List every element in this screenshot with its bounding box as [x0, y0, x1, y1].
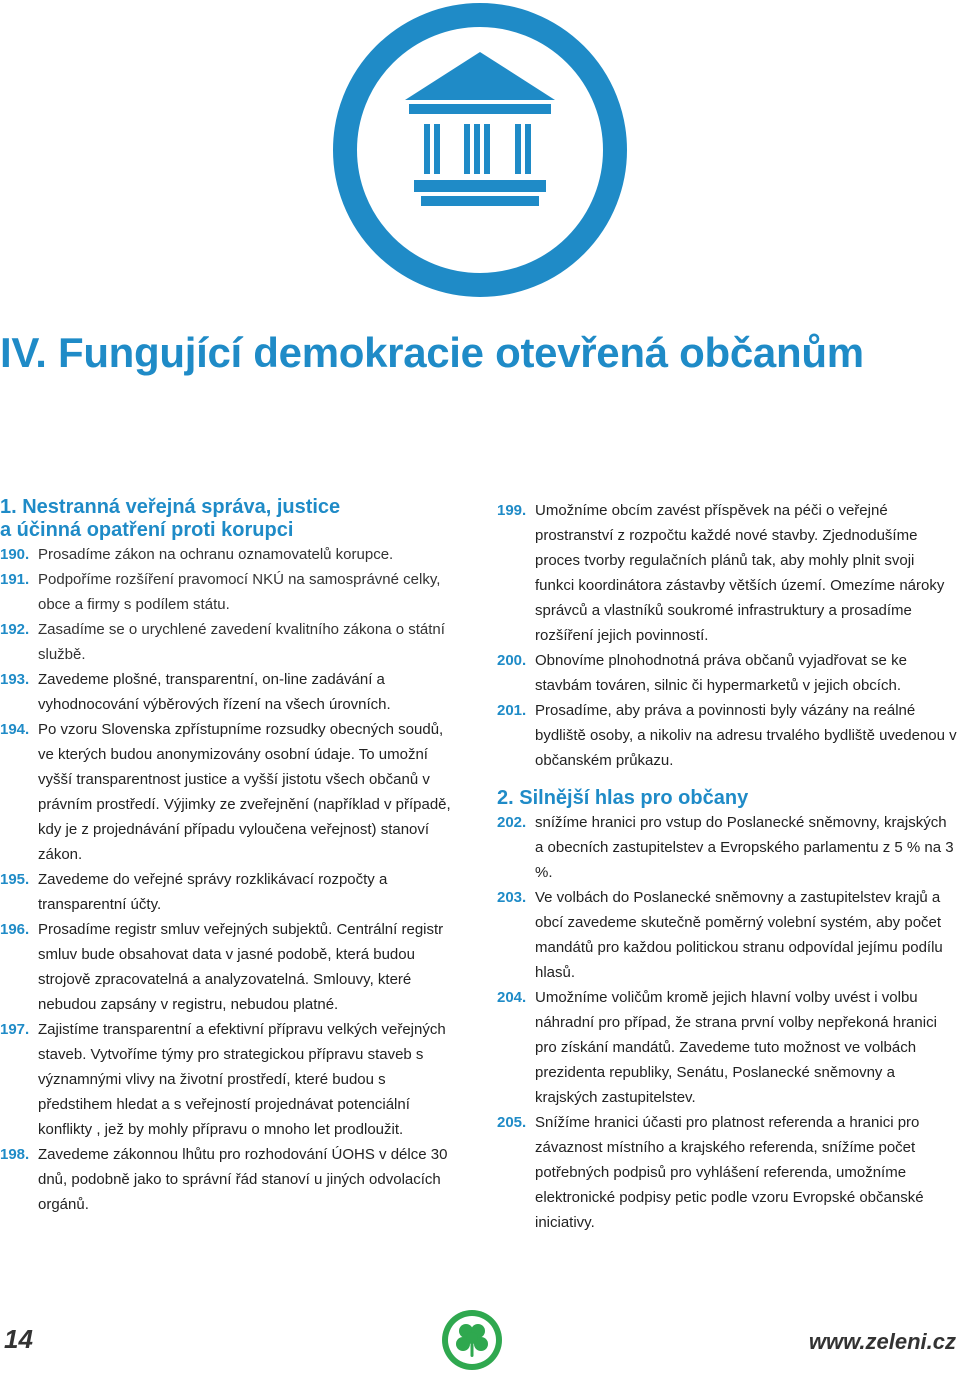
item-number: 190.	[0, 546, 30, 563]
item-number: 204.	[497, 989, 527, 1006]
section-heading-line-1: 1. Nestranná veřejná správa, justice	[0, 496, 341, 518]
website-url[interactable]: www.zeleni.cz	[808, 1329, 956, 1354]
section-heading-2: 2. Silnější hlas pro občany	[497, 787, 749, 809]
list-item-196	[0, 917, 460, 1017]
item-number: 193.	[0, 671, 30, 688]
list-items-left	[0, 542, 460, 1217]
section-heading-1	[0, 496, 460, 542]
item-number: 199.	[497, 502, 527, 519]
list-item-191	[0, 567, 460, 617]
list-item-193	[0, 667, 460, 717]
left-column	[0, 496, 460, 1217]
green-clover-icon	[441, 1309, 503, 1371]
item-text: Prosadíme, aby práva a povinnosti byly vázány na reálné bydliště osoby, a nikoliv na adresu trvalého bydliště uvedenou v občanském průkazu.	[535, 702, 957, 769]
list-item-198	[0, 1142, 460, 1217]
list-item-192	[0, 617, 460, 667]
item-text: Po vzoru Slovenska zpřístupníme rozsudky obecných soudů, ve kterých budou anonymizovány osobní údaje. To umožní vyšší transparentnost justice a vyšší jistotu všech občanů v právním prostředí. Výjimky ze zveřejnění (například v případě, kdy je z projednávání případu vyloučena veřejnost) stanoví zákon.	[38, 721, 451, 863]
list-item-190	[0, 542, 460, 567]
item-text: Ve volbách do Poslanecké sněmovny a zastupitelstev krajů a obcí zavedeme skutečně poměrný volební systém, aby počet mandátů pro každou politickou stranu odpovídal jejímu podílu hlasů.	[535, 889, 943, 981]
item-text: snížíme hranici pro vstup do Poslanecké sněmovny, krajských a obecních zastupitelstev a Evropského parlamentu z 5 % na 3 %.	[535, 814, 954, 881]
page-number: 14	[4, 1324, 33, 1354]
list-item-194	[0, 717, 460, 867]
item-number: 192.	[0, 621, 30, 638]
list-item-202	[497, 810, 957, 885]
item-number: 194.	[0, 721, 30, 738]
list-items-right-bottom	[497, 810, 957, 1235]
section-heading-line-2: a účinná opatření proti korupci	[0, 519, 294, 541]
list-item-205	[497, 1110, 957, 1235]
list-item-195	[0, 867, 460, 917]
item-number: 195.	[0, 871, 30, 888]
item-number: 197.	[0, 1021, 30, 1038]
item-number: 196.	[0, 921, 30, 938]
list-item-203	[497, 885, 957, 985]
list-item-200	[497, 648, 957, 698]
item-text: Prosadíme zákon na ochranu oznamovatelů korupce.	[38, 546, 394, 563]
item-number: 200.	[497, 652, 527, 669]
list-items-right-top	[497, 498, 957, 773]
list-item-204	[497, 985, 957, 1110]
right-column	[497, 498, 957, 1235]
item-number: 203.	[497, 889, 527, 906]
page-title: IV. Fungující demokracie otevřená občanům	[0, 329, 864, 376]
item-number: 191.	[0, 571, 30, 588]
item-text: Umožníme obcím zavést příspěvek na péči o veřejné prostranství z rozpočtu každé nové stavby. Zjednodušíme proces tvorby regulačních plánů tak, aby mohly plnit svoji funkci koordinátora zástavby větších území. Omezíme nároky správců a vlastníků soukromé infrastruktury a prosadíme rozšíření jejich povinností.	[535, 502, 945, 644]
item-text: Podpoříme rozšíření pravomocí NKÚ na samosprávné celky, obce a firmy s podílem státu.	[38, 571, 441, 613]
list-item-199	[497, 498, 957, 648]
item-text: Umožníme voličům kromě jejich hlavní volby uvést i volbu náhradní pro případ, že strana první volby nepřekoná hranici pro získání mandátů. Zavedeme tuto možnost ve volbách prezidenta republiky, Senátu, Poslanecké sněmovny a krajských zastupitelstev.	[535, 989, 937, 1106]
institution-building-icon	[319, 0, 641, 300]
item-number: 198.	[0, 1146, 30, 1163]
item-text: Zavedeme zákonnou lhůtu pro rozhodování ÚOHS v délce 30 dnů, podobně jako to správní řád stanoví u jiných odvolacích orgánů.	[38, 1146, 448, 1213]
item-text: Obnovíme plnohodnotná práva občanů vyjadřovat se ke stavbám továren, silnic či hypermarketů v jejich obcích.	[535, 652, 907, 694]
item-text: Zajistíme transparentní a efektivní přípravu velkých veřejných staveb. Vytvoříme týmy pro strategickou přípravu staveb s významnými vlivy na životní prostředí, které budou s předstihem hledat a s veřejností projednávat potenciální konflikty , jež by mohly přípravu o mnoho let prodloužit.	[38, 1021, 446, 1138]
list-item-201	[497, 698, 957, 773]
list-item-197	[0, 1017, 460, 1142]
item-number: 202.	[497, 814, 527, 831]
header-logo	[319, 0, 641, 300]
item-text: Zavedeme do veřejné správy rozklikávací rozpočty a transparentní účty.	[38, 871, 388, 913]
item-text: Prosadíme registr smluv veřejných subjektů. Centrální registr smluv bude obsahovat data v jasné podobě, která budou strojově zpracovatelná a analyzovatelná. Smlouvy, které nebudou zapsány v registru, nebudou platné.	[38, 921, 444, 1013]
footer-logo	[441, 1309, 503, 1371]
item-text: Snížíme hranici účasti pro platnost referenda a hranici pro závaznost místního a krajského referenda, snížíme počet potřebných podpisů pro vyhlášení referenda, umožníme elektronické podpisy petic podle vzoru Evropské občanské iniciativy.	[535, 1114, 924, 1231]
item-number: 201.	[497, 702, 527, 719]
item-text: Zasadíme se o urychlené zavedení kvalitního zákona o státní službě.	[38, 621, 445, 663]
item-text: Zavedeme plošné, transparentní, on-line zadávání a vyhodnocování výběrových řízení na všech úrovních.	[38, 671, 391, 713]
item-number: 205.	[497, 1114, 527, 1131]
